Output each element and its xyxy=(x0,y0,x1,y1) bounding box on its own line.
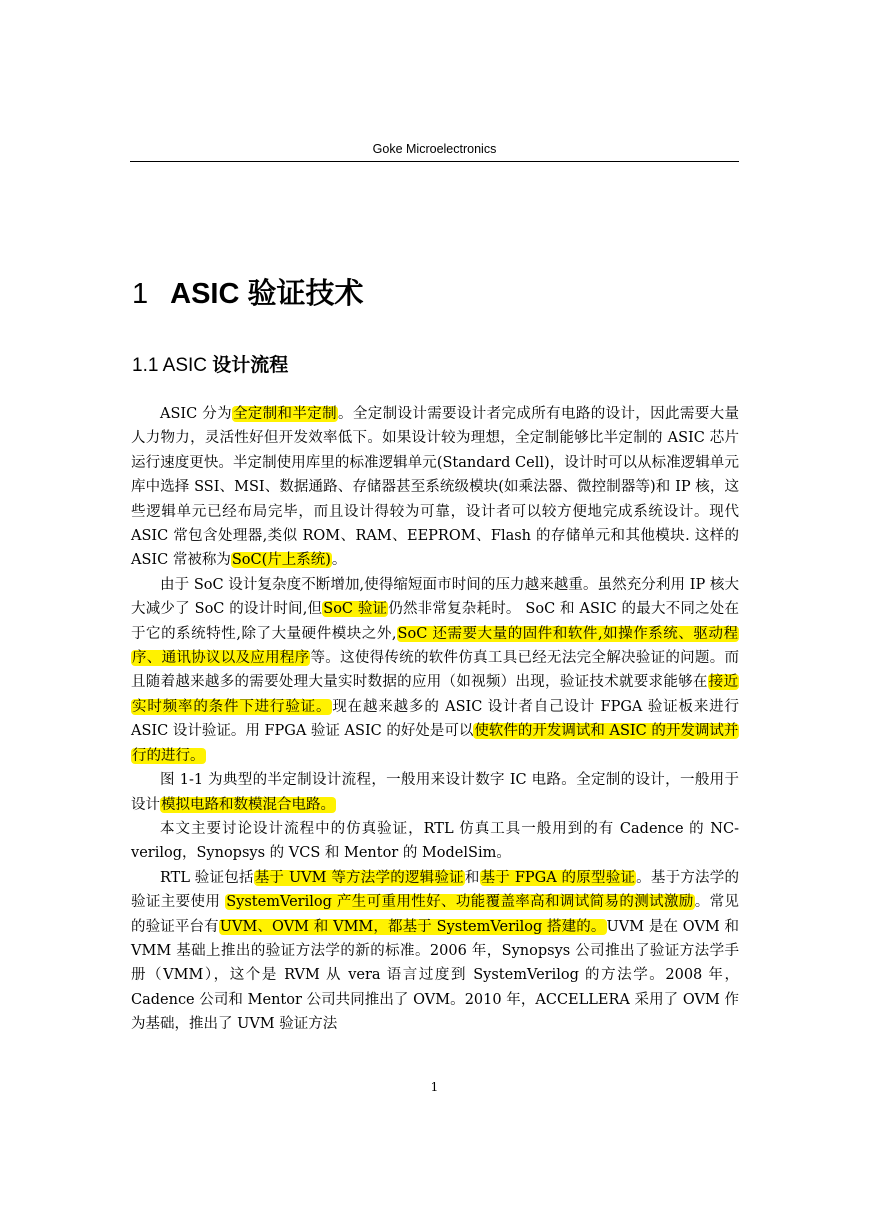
text-run: 。基于方法学的验证主要使用 xyxy=(131,869,740,911)
section-number: 1.1 ASIC xyxy=(132,355,207,376)
highlighted-text: 接近实时频率的条件下进行验证。 xyxy=(132,674,739,715)
running-header: Goke Microelectronics xyxy=(372,142,497,156)
text-run: 等。这使得传统的软件仿真工具已经无法完全解决验证的问题。而且随着越来越多的需要处理大量实时数据的应用（如视频）出现，验证技术就要求能够在 xyxy=(131,650,740,691)
text-run: 。常见的验证平台有 xyxy=(131,894,740,935)
text-run: 。全定制设计需要设计者完成所有电路的设计，因此需要大量人力物力，灵活性好但开发效率低下。如果设计较为理想，全定制能够比半定制的 ASIC 芯片运行速度更快。半定制使用库里的标准逻辑单元(Standard Cell)，设计时可以从标准逻辑单元库中选择 SSI、MSI、数据通路、存储器甚至系统级模块(如乘法器、微控制器等)和 IP 核，这些逻辑单元已经布局完毕，而且设计得较为可靠，设计者可以较方便地完成系统设计。现代 ASIC 常包含处理器,类似 ROM、RAM、EEPROM、Flash 的存储单元和其他模块. 这样的 ASIC 常被称为 xyxy=(131,406,739,569)
highlighted-text: SoC 验证 xyxy=(323,601,388,618)
text-run: RTL 验证包括 xyxy=(160,869,254,886)
paragraph xyxy=(131,817,739,866)
paragraph xyxy=(131,402,739,573)
chapter-title: ASIC 验证技术 xyxy=(170,278,364,310)
text-run: 本文主要讨论设计流程中的仿真验证，RTL 仿真工具一般用到的有 Cadence 的 NC-verilog，Synopsys 的 VCS 和 Mentor 的 ModelSim。 xyxy=(131,820,739,862)
highlighted-text: SystemVerilog 产生可重用性好、功能覆盖率高和调试简易的测试激励 xyxy=(226,894,694,911)
text-run: 和 xyxy=(464,869,480,886)
highlighted-text: UVM、OVM 和 VMM，都基于 SystemVerilog 搭建的。 xyxy=(219,918,606,935)
highlighted-text: 基于 UVM 等方法学的逻辑验证 xyxy=(254,869,464,886)
text-run: 由于 SoC 设计复杂度不断增加,使得缩短面市时间的压力越来越重。虽然充分利用 IP 核大大减少了 SoC 的设计时间,但 xyxy=(131,576,739,618)
highlighted-text: SoC(片上系统) xyxy=(231,552,331,569)
highlighted-text: 模拟电路和数模混合电路。 xyxy=(161,796,335,813)
section-heading xyxy=(132,352,288,380)
text-run: 仍然非常复杂耗时。 SoC 和 ASIC 的最大不同之处在于它的系统特性,除了大量硬件模块之外, xyxy=(131,601,739,642)
text-run: 。 xyxy=(331,552,347,569)
text-run: 现在越来越多的 ASIC 设计者自己设计 FPGA 验证板来进行 ASIC 设计验证。用 FPGA 验证 ASIC 的好处是可以 xyxy=(131,698,739,740)
text-run: UVM 是在 OVM 和 VMM 基础上推出的验证方法学的新的标准。2006 年，Synopsys 公司推出了验证方法学手册（VMM），这个是 RVM 从 vera 语言过度到 SystemVerilog 的方法学。2008 年，Cadence 公司和 Mentor 公司共同推出了 OVM。2010 年，ACCELLERA 采用了 OVM 作为基础，推出了 UVM 验证方法 xyxy=(131,918,739,1033)
chapter-heading xyxy=(132,272,363,316)
section-title: 设计流程 xyxy=(212,355,289,376)
paragraph xyxy=(131,573,739,768)
highlighted-text: SoC 还需要大量的固件和软件,如操作系统、驱动程序、通讯协议以及应用程序 xyxy=(132,625,738,667)
text-run: 图 1-1 为典型的半定制设计流程，一般用来设计数字 IC 电路。全定制的设计，一般用于设计 xyxy=(131,772,739,813)
highlighted-text: 使软件的开发调试和 ASIC 的开发调试并行的进行。 xyxy=(132,723,739,764)
highlighted-text: 基于 FPGA 的原型验证 xyxy=(480,869,636,886)
body-text xyxy=(131,402,739,1037)
text-run: ASIC 分为 xyxy=(160,406,232,422)
page-number: 1 xyxy=(430,1080,439,1094)
highlighted-text: 全定制和半定制 xyxy=(232,406,337,422)
chapter-number: 1 xyxy=(132,278,149,310)
paragraph xyxy=(131,768,739,817)
header-rule xyxy=(130,161,739,162)
paragraph xyxy=(131,866,739,1037)
